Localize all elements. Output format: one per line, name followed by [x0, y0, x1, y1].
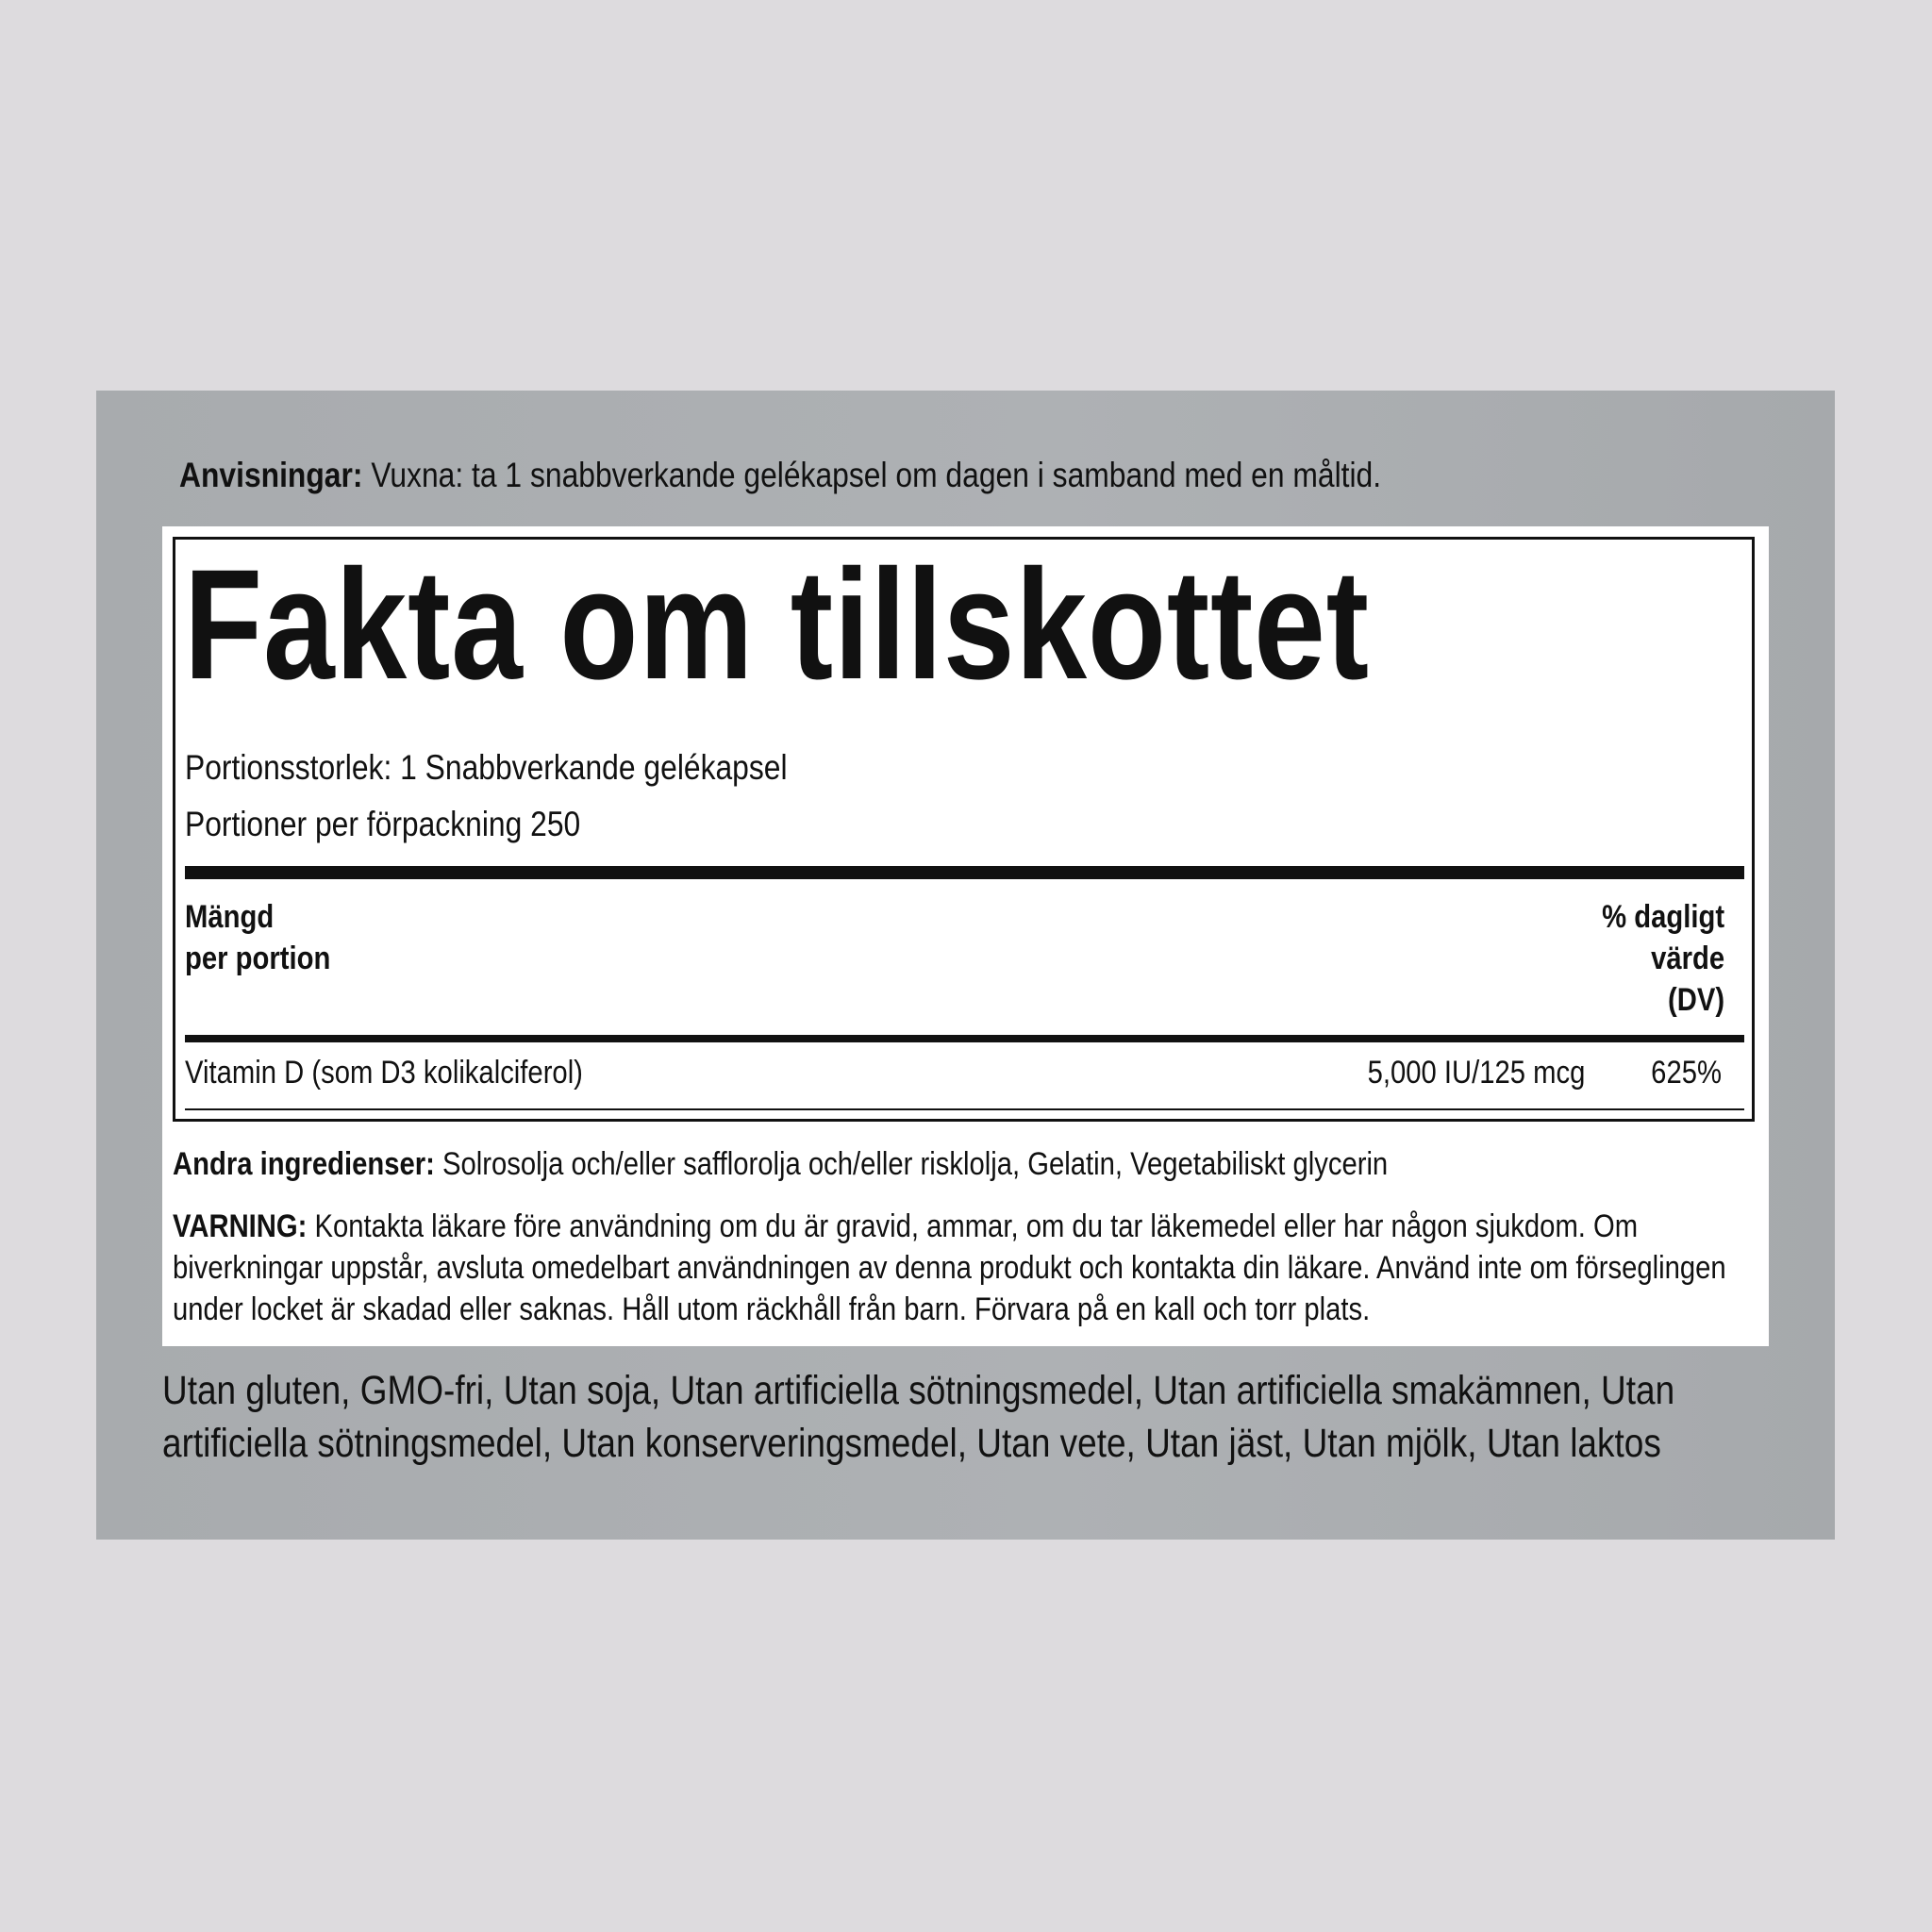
- directions-label: Anvisningar:: [179, 456, 363, 494]
- nutrient-amount: 5,000 IU/125 mcg: [1367, 1055, 1585, 1091]
- serving-size: Portionsstorlek: 1 Snabbverkande gelékapsel: [185, 748, 788, 787]
- facts-title: Fakta om tillskottet: [184, 538, 1370, 712]
- dv-header-line3: (DV): [1667, 982, 1724, 1018]
- amount-header-line2: per portion: [185, 941, 331, 976]
- free-from-claims: Utan gluten, GMO-fri, Utan soja, Utan artificiella sötningsmedel, Utan artificiella smakämnen, Utan artificiella sötningsmedel, Utan konserveringsmedel, Utan vete, Utan jäst, Utan mjölk, Utan laktos: [162, 1368, 1675, 1466]
- daily-value-header: [1602, 896, 1724, 1021]
- thick-divider: [185, 866, 1744, 879]
- directions-text: [179, 451, 1558, 500]
- servings-per-container: Portioner per förpackning 250: [185, 805, 581, 843]
- directions-body: Vuxna: ta 1 snabbverkande gelékapsel om dagen i samband med en måltid.: [362, 456, 1382, 494]
- thin-divider: [185, 1108, 1744, 1110]
- warning-text: [173, 1206, 1739, 1330]
- nutrient-daily-value: 625%: [1651, 1055, 1722, 1091]
- warning-body: Kontakta läkare före användning om du är gravid, ammar, om du tar läkemedel eller har någon sjukdom. Om biverkningar uppstår, avsluta omedelbart användningen av denna produkt och kontakta din läkare. Använd inte om förseglingen under locket är skadad eller saknas. Håll utom räckhåll från barn. Förvara på en kall och torr plats.: [173, 1208, 1726, 1327]
- dv-header-line2: värde: [1650, 941, 1724, 976]
- nutrient-name: Vitamin D (som D3 kolikalciferol): [185, 1055, 583, 1091]
- warning-label: VARNING:: [173, 1208, 308, 1244]
- amount-per-serving-header: [185, 896, 330, 979]
- other-ingredients: [173, 1141, 1388, 1187]
- medium-divider: [185, 1035, 1744, 1042]
- other-ingredients-body: Solrosolja och/eller safflorolja och/eller risklolja, Gelatin, Vegetabiliskt glycerin: [434, 1146, 1389, 1182]
- amount-header-line1: Mängd: [185, 899, 275, 935]
- other-ingredients-label: Andra ingredienser:: [173, 1146, 435, 1182]
- dv-header-line1: % dagligt: [1602, 899, 1724, 935]
